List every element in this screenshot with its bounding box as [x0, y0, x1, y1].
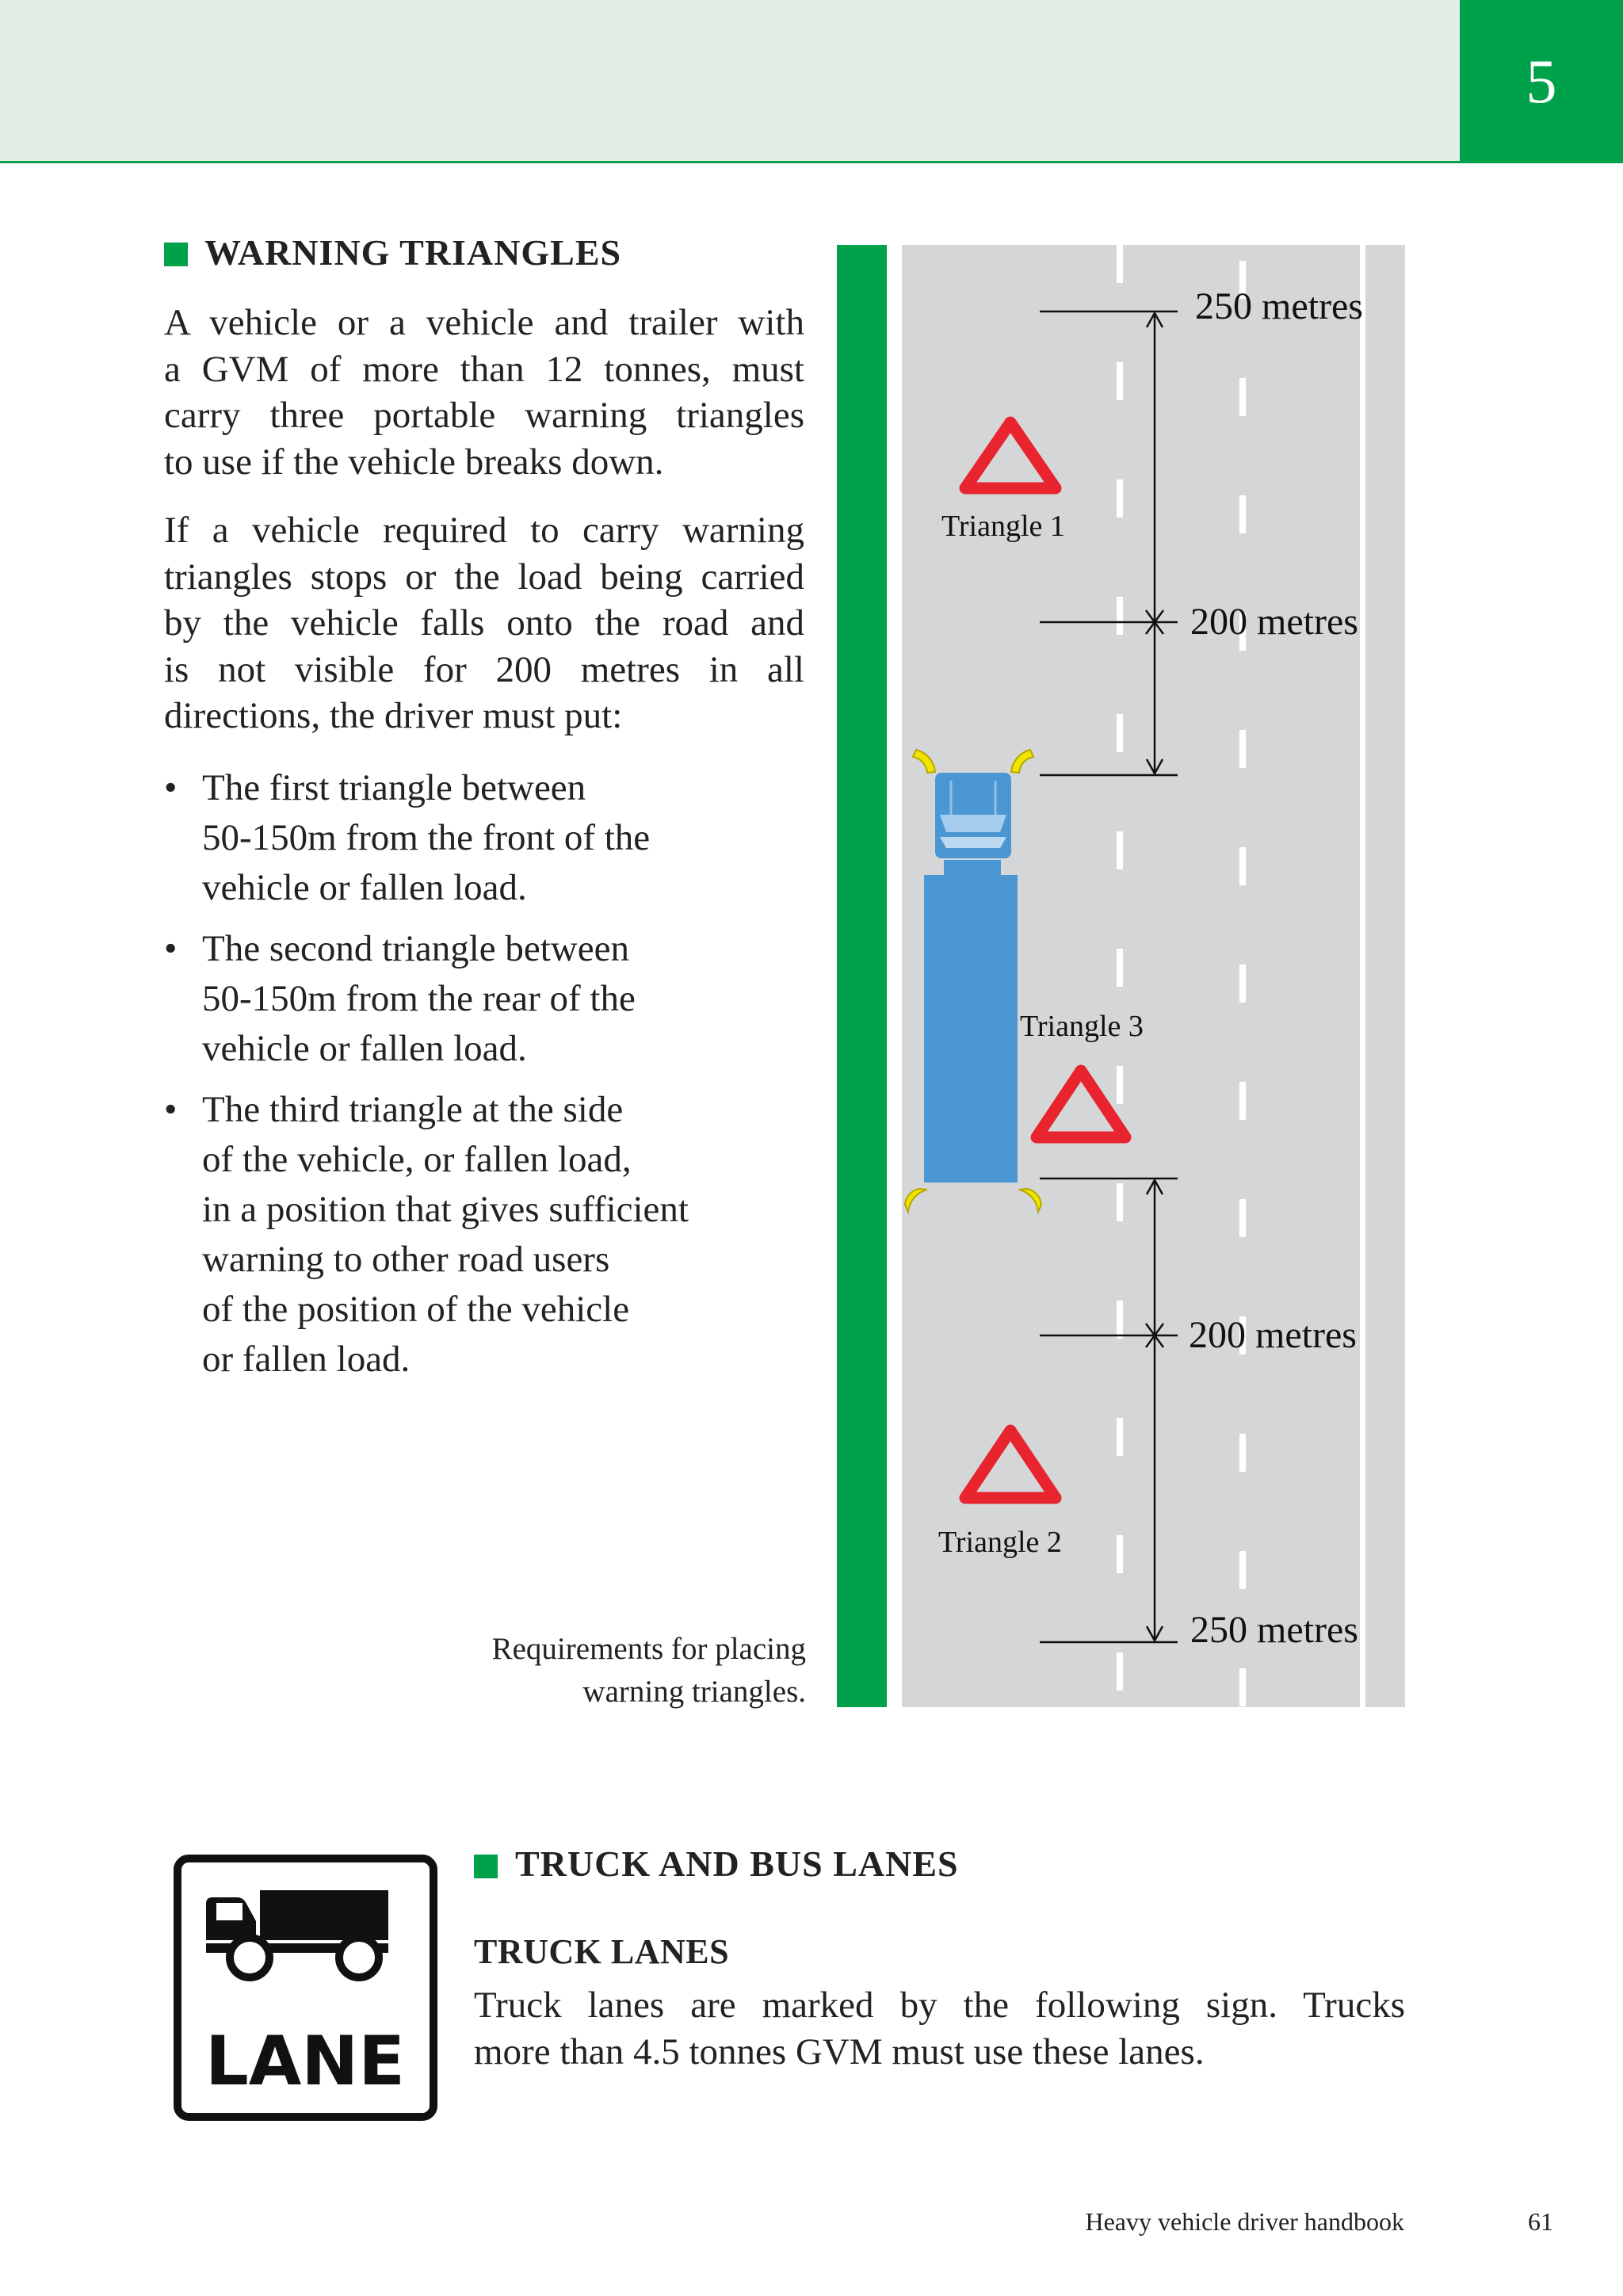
truck-and-bus-lanes-heading: TRUCK AND BUS LANES [515, 1843, 959, 1884]
lane-sign-text: LANE [204, 2022, 406, 2101]
label-250-metres-top: 250 metres [1195, 285, 1363, 327]
truck-lane-sign [174, 1855, 437, 2121]
road-edge-line [1360, 245, 1365, 1707]
heading-bullet-square [474, 1855, 498, 1878]
label-200-metres-top: 200 metres [1190, 601, 1358, 643]
chapter-tab: 5 [1460, 0, 1623, 163]
triangle-1-label: Triangle 1 [941, 510, 1065, 543]
list-item: • The first triangle between 50-150m from the front of the vehicle or fallen load. [164, 763, 814, 913]
diagram-caption: Requirements for placing warning triangles. [491, 1632, 806, 1709]
warning-paragraph-1: A vehicle or a vehicle and trailer with a GVM of more than 12 tonnes, must carry three portable warning triangles to use if the vehicle breaks down. [164, 302, 804, 483]
warning-triangles-heading: WARNING TRIANGLES [204, 232, 622, 273]
footer-page-number: 61 [1528, 2207, 1553, 2236]
road-verge-strip [837, 245, 887, 1707]
truck-lanes-subheading: TRUCK LANES [474, 1932, 730, 1971]
label-250-metres-bottom: 250 metres [1190, 1609, 1358, 1651]
list-item: • The third triangle at the side of the vehicle, or fallen load, in a position that gives sufficient warning to other road users of the position of the vehicle or fallen load. [164, 1085, 814, 1385]
label-200-metres-bottom: 200 metres [1189, 1314, 1357, 1356]
warning-paragraph-2: If a vehicle required to carry warning triangles stops or the load being carried by the vehicle falls onto the road and is not visible for 200 metres in all directions, the driver must put: [164, 510, 804, 736]
footer-handbook-title: Heavy vehicle driver handbook [1085, 2207, 1404, 2236]
truck-lanes-paragraph: Truck lanes are marked by the following sign. Trucks more than 4.5 tonnes GVM must use these lanes. [474, 1985, 1405, 2073]
triangle-2-label: Triangle 2 [938, 1526, 1062, 1559]
triangle-3-label: Triangle 3 [1020, 1010, 1144, 1043]
broken-down-truck-icon [924, 773, 1018, 1182]
list-item: • The second triangle between 50-150m from the rear of the vehicle or fallen load. [164, 924, 814, 1074]
